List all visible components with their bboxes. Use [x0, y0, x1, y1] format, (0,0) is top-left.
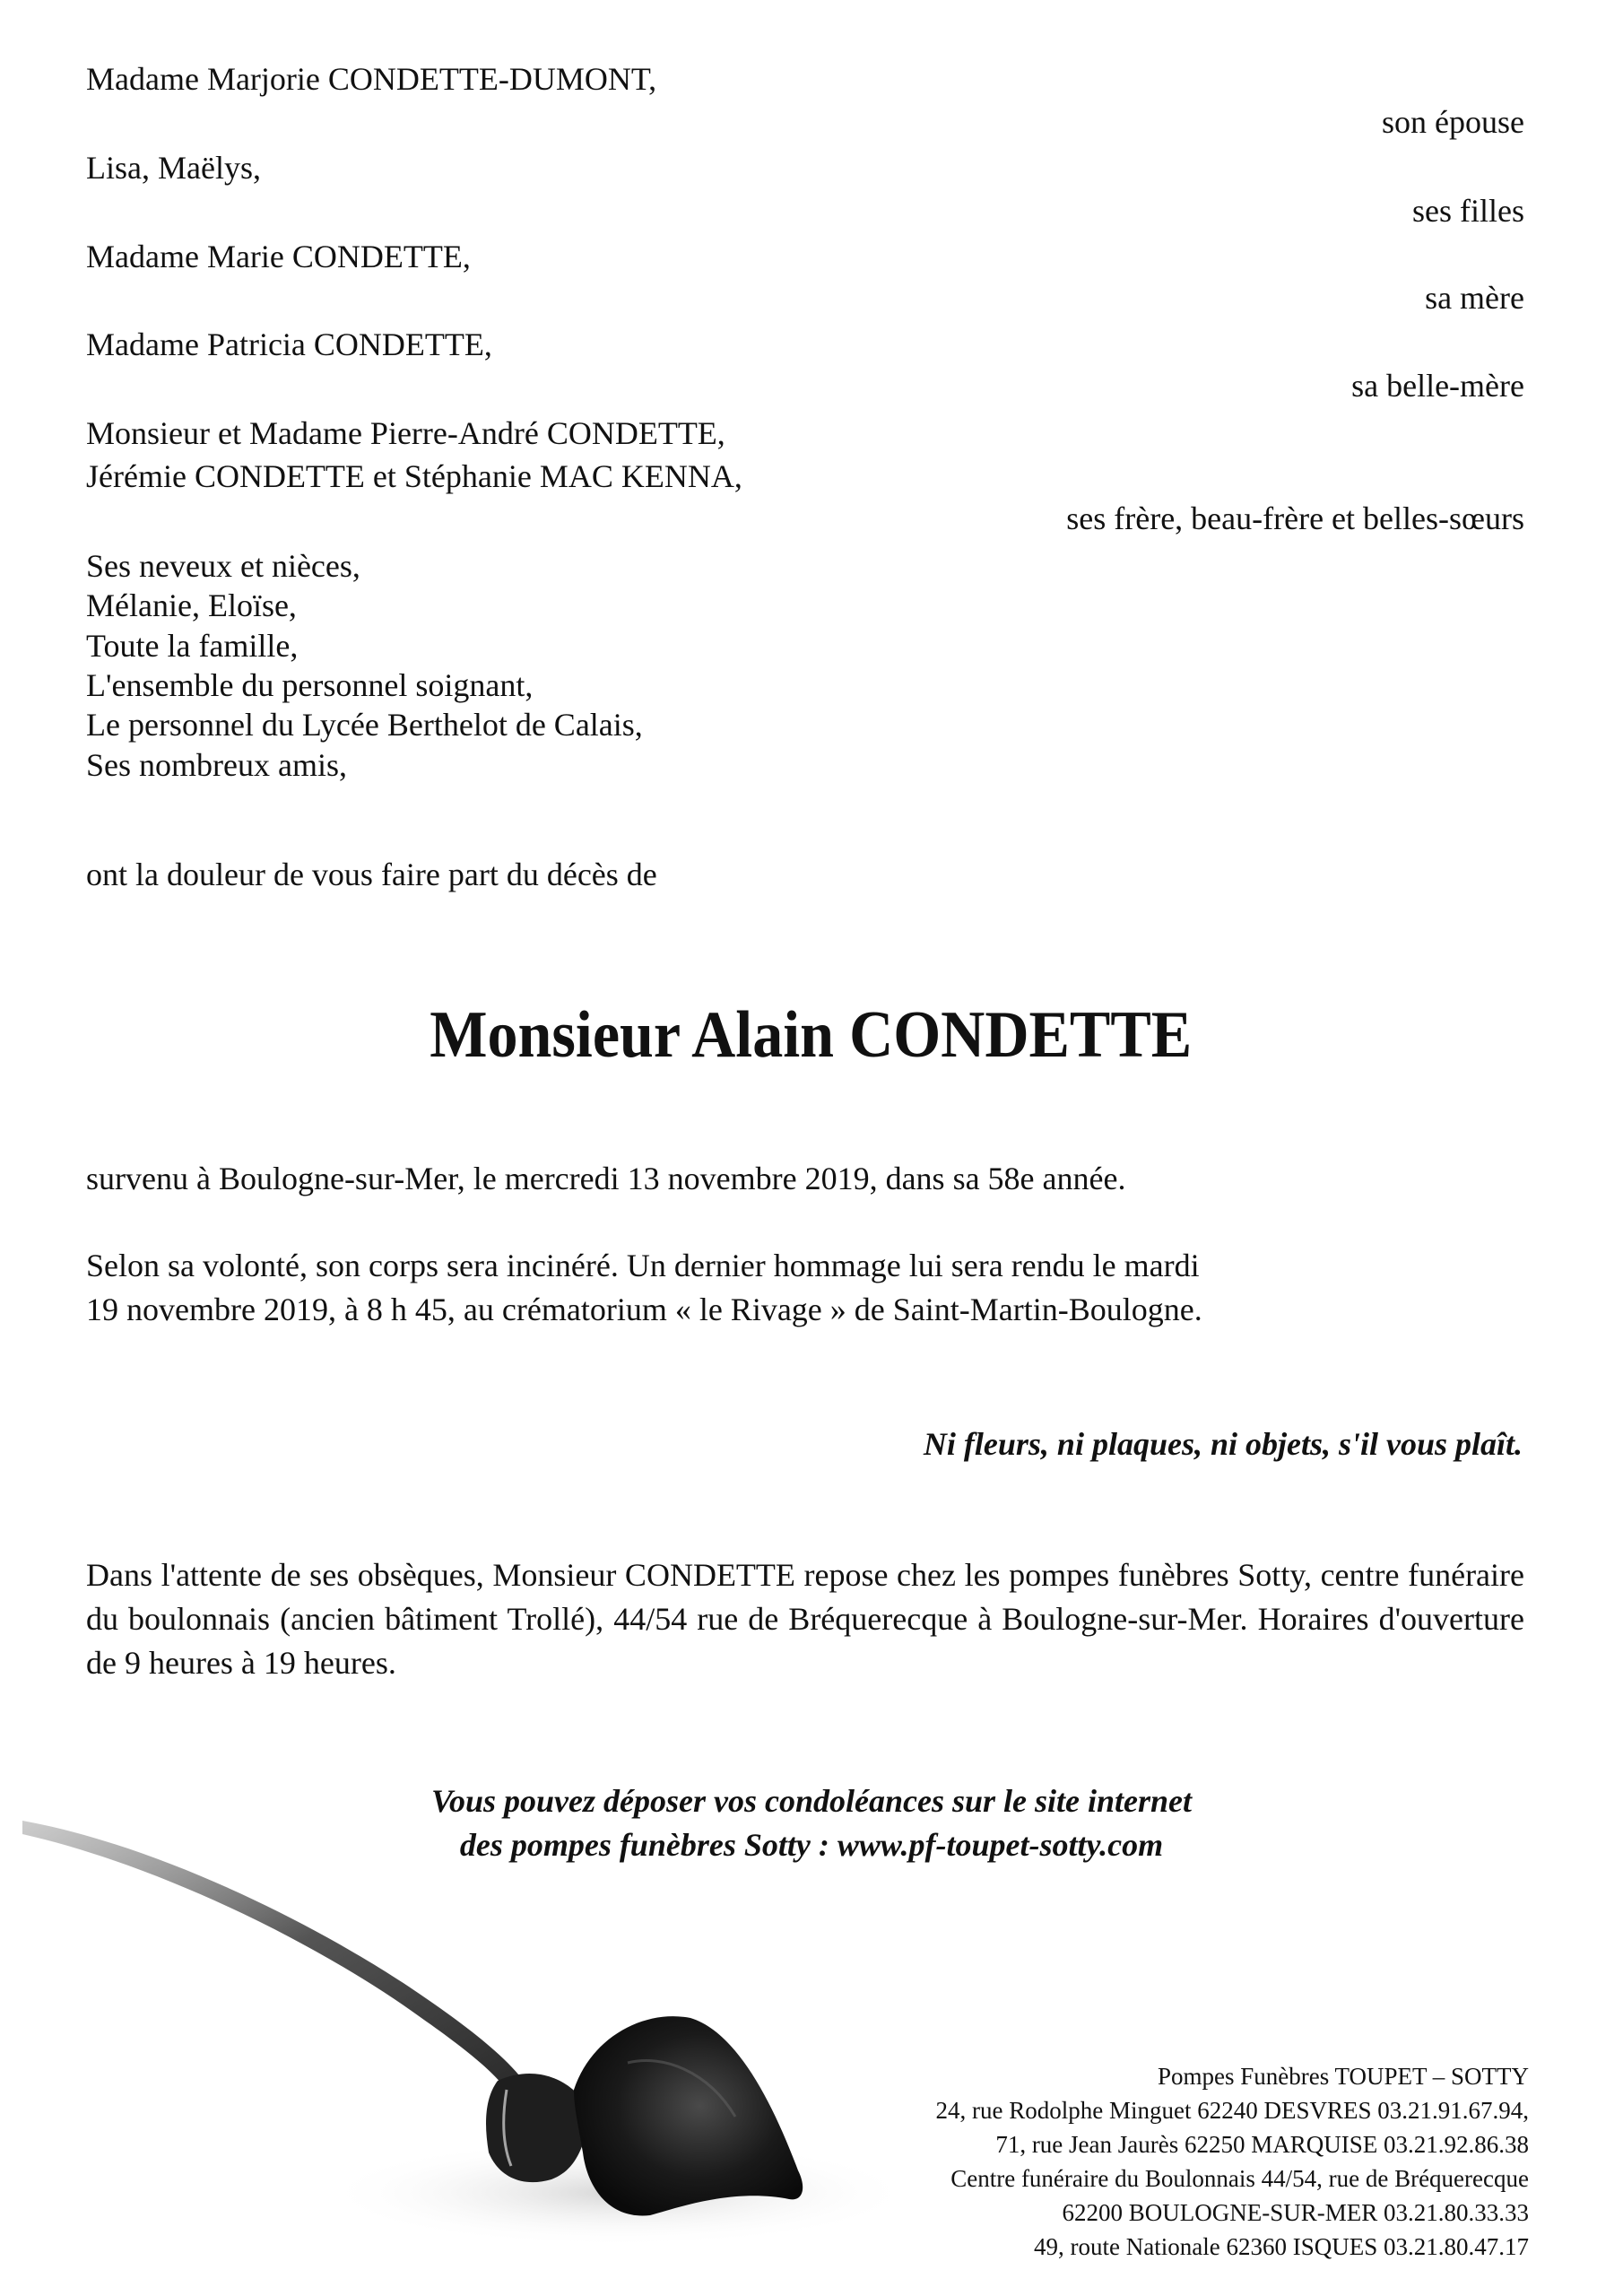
ceremony-details-line1: Selon sa volonté, son corps sera incinéré. Un dernier hommage lui sera rendu le mardi: [86, 1248, 1200, 1283]
funeral-home-address: 62200 BOULOGNE-SUR-MER 03.21.80.33.33: [1062, 2199, 1529, 2226]
family-member: Jérémie CONDETTE et Stéphanie MAC KENNA,: [86, 458, 742, 494]
family-member: Ses neveux et nièces,: [86, 548, 360, 584]
family-member: Madame Patricia CONDETTE,: [86, 326, 492, 362]
relation-label: sa belle-mère: [1351, 368, 1524, 404]
condolences-line2: des pompes funèbres Sotty : www.pf-toupet-sotty.com: [459, 1827, 1164, 1863]
ceremony-details-line2: 19 novembre 2019, à 8 h 45, au crématorium « le Rivage » de Saint-Martin-Boulogne.: [86, 1292, 1202, 1327]
family-member: Madame Marie CONDETTE,: [86, 239, 471, 274]
funeral-home-name: Pompes Funèbres TOUPET – SOTTY: [1157, 2063, 1529, 2090]
deceased-name: Monsieur Alain CONDETTE: [430, 998, 1193, 1072]
death-details: survenu à Boulogne-sur-Mer, le mercredi 13 novembre 2019, dans sa 58e année.: [86, 1161, 1126, 1196]
family-member: Le personnel du Lycée Berthelot de Calais,: [86, 707, 643, 743]
family-member: Monsieur et Madame Pierre-André CONDETTE,: [86, 415, 725, 451]
funeral-home-address: 71, rue Jean Jaurès 62250 MARQUISE 03.21.92.86.38: [995, 2131, 1529, 2158]
announcement-text: ont la douleur de vous faire part du décès de: [86, 857, 657, 892]
condolences-line1: Vous pouvez déposer vos condoléances sur le site internet: [430, 1783, 1192, 1819]
family-member: L'ensemble du personnel soignant,: [86, 667, 534, 703]
family-member: Lisa, Maëlys,: [86, 150, 261, 186]
family-member: Madame Marjorie CONDETTE-DUMONT,: [86, 61, 657, 97]
funeral-home-address: 24, rue Rodolphe Minguet 62240 DESVRES 03.21.91.67.94,: [935, 2097, 1529, 2124]
family-member: Mélanie, Eloïse,: [86, 587, 297, 623]
relation-label: son épouse: [1382, 104, 1524, 140]
funeral-home-address: Centre funéraire du Boulonnais 44/54, rue de Bréquerecque: [950, 2165, 1529, 2192]
family-member: Toute la famille,: [86, 628, 299, 664]
relation-label: ses frère, beau-frère et belles-sœurs: [1066, 500, 1524, 536]
family-member: Ses nombreux amis,: [86, 747, 347, 783]
rest-location-paragraph: Dans l'attente de ses obsèques, Monsieur CONDETTE repose chez les pompes funèbres Sotty, centre funéraire du boulonnais (ancien bâtiment Trollé), 44/54 rue de Bréquerecque à Boulogne-sur-Mer. Horaires d'ouverture de 9 heures à 19 heures.: [86, 1557, 1524, 1681]
calla-lily-flower-icon: [0, 1794, 986, 2296]
funeral-home-address: 49, route Nationale 62360 ISQUES 03.21.80.47.17: [1034, 2233, 1529, 2260]
relation-label: ses filles: [1412, 193, 1524, 229]
relation-label: sa mère: [1425, 280, 1524, 316]
no-flowers-notice: Ni fleurs, ni plaques, ni objets, s'il vous plaît.: [923, 1426, 1523, 1462]
